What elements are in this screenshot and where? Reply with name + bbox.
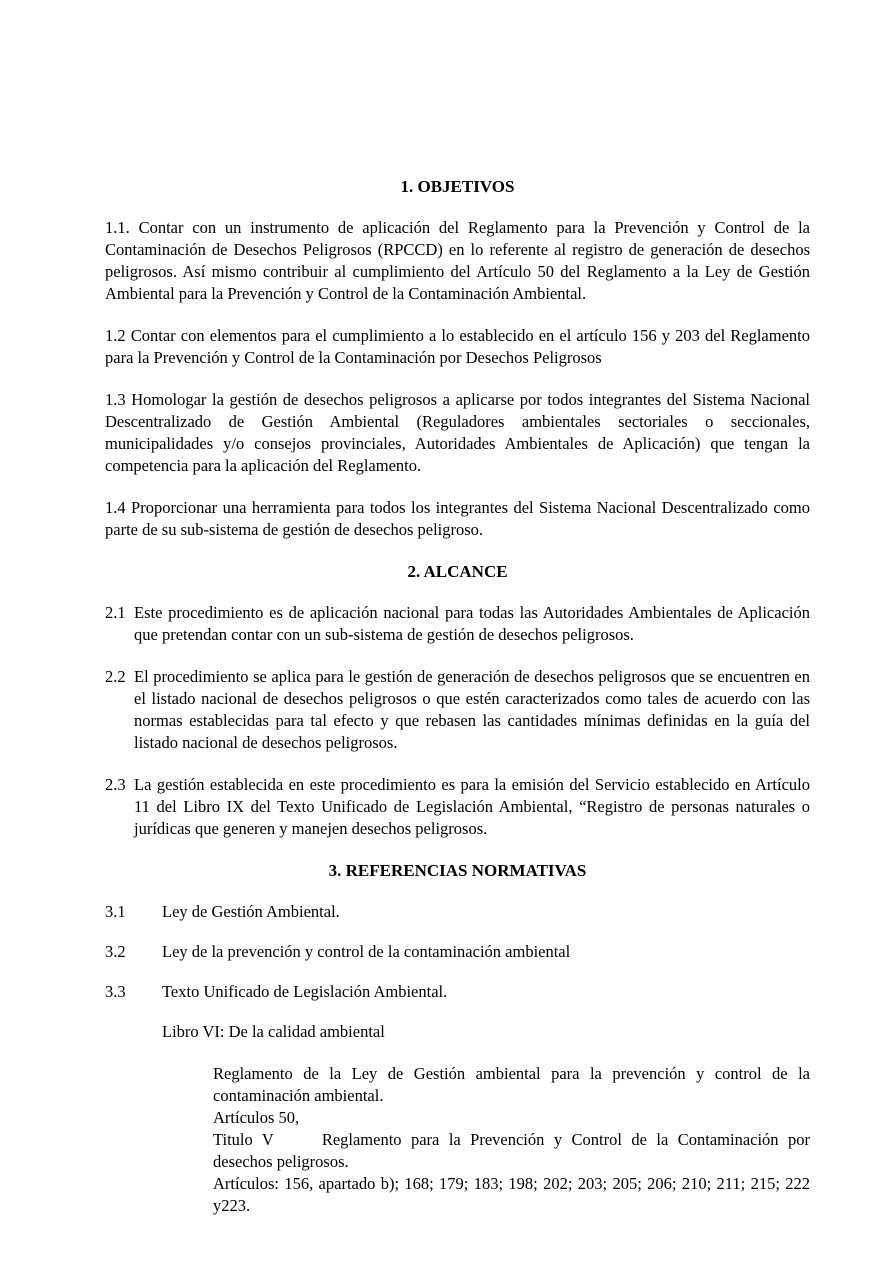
item-number: 3.2 — [105, 942, 126, 961]
item-text: Este procedimiento es de aplicación nacional para todas las Autoridades Ambientales de Aplicación que pretendan contar con un sub-sistema de gestión de desechos peligrosos. — [134, 603, 810, 644]
item-number: 3.3 — [105, 982, 126, 1001]
detail-block — [213, 1063, 810, 1217]
titulo-v-label: Titulo V — [213, 1130, 274, 1149]
libro-line: Libro VI: De la calidad ambiental — [162, 1022, 385, 1041]
paragraph-1-3: 1.3 Homologar la gestión de desechos peligrosos a aplicarse por todos integrantes del Sistema Nacional Descentralizado de Gestión Ambiental (Reguladores ambientales sectoriales o seccionales, municipalidades y/o consejos provinciales, Autoridades Ambientales de Aplicación) que tengan la competencia para la aplicación del Reglamento. — [105, 390, 810, 475]
titulo-v-text: Reglamento para la Prevención y Control de la Contaminación por desechos peligrosos. — [213, 1130, 810, 1171]
section-heading-objetivos: 1. OBJETIVOS — [400, 177, 515, 196]
detail-line-articulos-50: Artículos 50, — [213, 1108, 300, 1127]
section-objetivos — [105, 176, 810, 541]
item-text: El procedimiento se aplica para le gestión de generación de desechos peligrosos que se encuentren en el listado nacional de desechos peligrosos o que estén caracterizados como tales de acuerdo con las normas establecidas para tal efecto y que rebasen las cantidades mínimas definidas en la guía del listado nacional de desechos peligrosos. — [134, 667, 810, 752]
numbered-item-2-1 — [105, 602, 810, 646]
numbered-item-2-3 — [105, 774, 810, 840]
numbered-item-2-2 — [105, 666, 810, 754]
item-number: 3.1 — [105, 902, 126, 921]
item-number: 2.3 — [105, 775, 126, 794]
item-text: La gestión establecida en este procedimiento es para la emisión del Servicio establecido en Artículo 11 del Libro IX del Texto Unificado de Legislación Ambiental, “Registro de personas naturales o jurídicas que generen y manejen desechos peligrosos. — [134, 775, 810, 838]
paragraph-1-4: 1.4 Proporcionar una herramienta para todos los integrantes del Sistema Nacional Descentralizado como parte de su sub-sistema de gestión de desechos peligroso. — [105, 498, 810, 539]
reference-item-3-2 — [105, 941, 810, 963]
item-text: Texto Unificado de Legislación Ambiental. — [162, 982, 448, 1001]
reference-item-3-1 — [105, 901, 810, 923]
item-text: Ley de Gestión Ambiental. — [162, 902, 340, 921]
section-alcance — [105, 561, 810, 840]
paragraph-1-1: 1.1. Contar con un instrumento de aplicación del Reglamento para la Prevención y Control de la Contaminación de Desechos Peligrosos (RPCCD) en lo referente al registro de generación de desechos peligrosos. Así mismo contribuir al cumplimiento del Artículo 50 del Reglamento a la Ley de Gestión Ambiental para la Prevención y Control de la Contaminación Ambiental. — [105, 218, 810, 303]
section-heading-referencias: 3. REFERENCIAS NORMATIVAS — [328, 861, 587, 880]
paragraph-1-2: 1.2 Contar con elementos para el cumplimiento a lo establecido en el artículo 156 y 203 del Reglamento para la Prevención y Control de la Contaminación por Desechos Peligrosos — [105, 326, 810, 367]
item-number: 2.2 — [105, 667, 126, 686]
item-text: Ley de la prevención y control de la contaminación ambiental — [162, 942, 571, 961]
detail-line-titulo-v — [213, 1129, 810, 1173]
detail-line-reglamento: Reglamento de la Ley de Gestión ambiental para la prevención y control de la contaminación ambiental. — [213, 1064, 810, 1105]
detail-line-articulos-list: Artículos: 156, apartado b); 168; 179; 183; 198; 202; 203; 205; 206; 210; 211; 215; 222 y223. — [213, 1174, 810, 1215]
section-referencias-normativas — [105, 860, 810, 1217]
section-heading-alcance: 2. ALCANCE — [407, 562, 508, 581]
item-number: 2.1 — [105, 603, 126, 622]
reference-item-3-3 — [105, 981, 810, 1003]
